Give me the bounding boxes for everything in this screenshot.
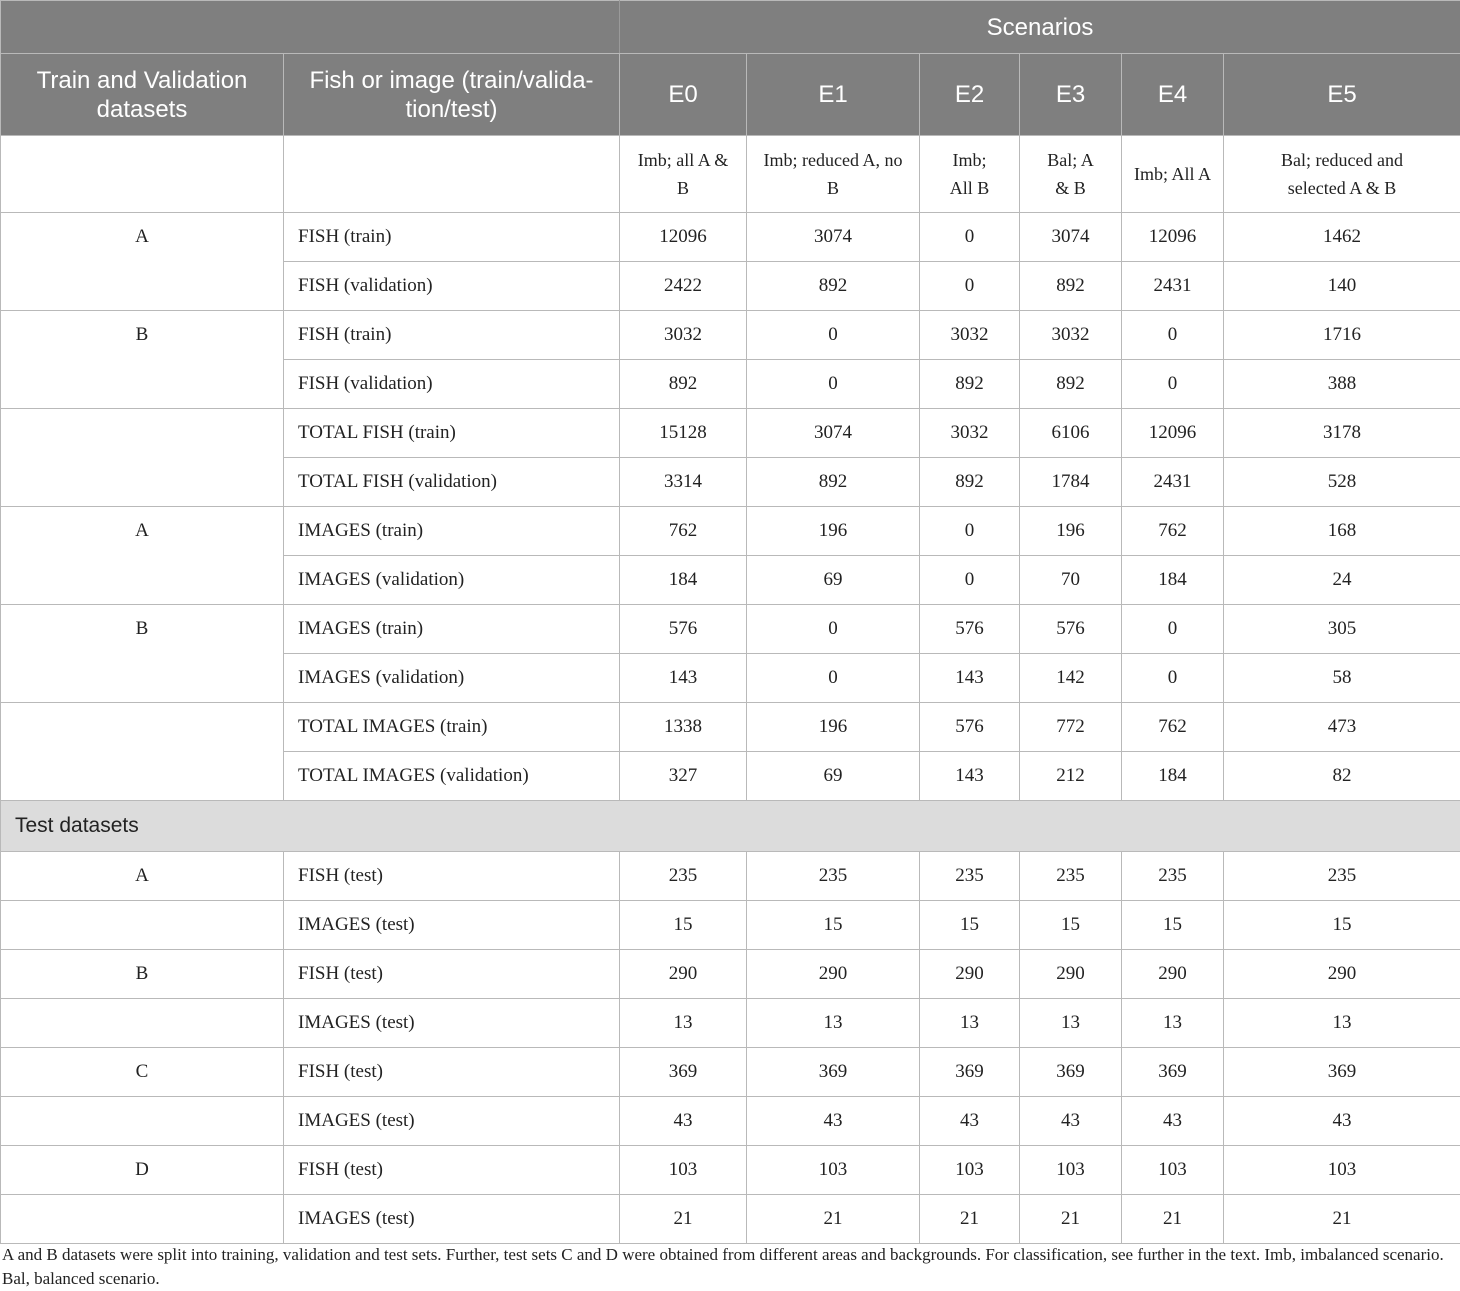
value-cell-e1: 0 [747, 654, 920, 703]
value-cell-e1: 69 [747, 752, 920, 801]
value-cell-e4: 290 [1122, 950, 1224, 999]
item-column-header: Fish or image (train/valida-tion/test) [284, 54, 620, 136]
value-cell-e3: 290 [1020, 950, 1122, 999]
scenarios-header: Scenarios [620, 1, 1460, 54]
row-label: IMAGES (validation) [284, 654, 620, 703]
value-cell-e2: 892 [920, 458, 1020, 507]
dataset-group-cell: B [1, 950, 284, 999]
value-cell-e3: 196 [1020, 507, 1122, 556]
value-cell-e4: 15 [1122, 901, 1224, 950]
row-label: FISH (validation) [284, 262, 620, 311]
value-cell-e5: 369 [1224, 1048, 1460, 1097]
value-cell-e4: 0 [1122, 605, 1224, 654]
value-cell-e5: 168 [1224, 507, 1460, 556]
value-cell-e5: 43 [1224, 1097, 1460, 1146]
scenario-header-e2: E2 [920, 54, 1020, 136]
value-cell-e3: 1784 [1020, 458, 1122, 507]
value-cell-e0: 15128 [620, 409, 747, 458]
value-cell-e5: 15 [1224, 901, 1460, 950]
value-cell-e1: 369 [747, 1048, 920, 1097]
value-cell-e3: 103 [1020, 1146, 1122, 1195]
value-cell-e3: 235 [1020, 852, 1122, 901]
value-cell-e2: 290 [920, 950, 1020, 999]
value-cell-e5: 305 [1224, 605, 1460, 654]
scenario-description: Imb; All B [920, 136, 1020, 213]
dataset-group-cell: C [1, 1048, 284, 1097]
value-cell-e2: 0 [920, 556, 1020, 605]
value-cell-e3: 3032 [1020, 311, 1122, 360]
value-cell-e2: 143 [920, 752, 1020, 801]
table-row [1, 901, 1460, 950]
scenario-description-row [1, 136, 1460, 213]
value-cell-e1: 3074 [747, 213, 920, 262]
value-cell-e5: 235 [1224, 852, 1460, 901]
dataset-group-cell: B [1, 605, 284, 703]
value-cell-e0: 3032 [620, 311, 747, 360]
value-cell-e5: 290 [1224, 950, 1460, 999]
value-cell-e2: 103 [920, 1146, 1020, 1195]
row-label: TOTAL FISH (train) [284, 409, 620, 458]
value-cell-e2: 13 [920, 999, 1020, 1048]
value-cell-e1: 0 [747, 311, 920, 360]
value-cell-e0: 576 [620, 605, 747, 654]
value-cell-e4: 0 [1122, 311, 1224, 360]
empty-cell [1, 136, 284, 213]
value-cell-e5: 528 [1224, 458, 1460, 507]
dataset-group-cell: A [1, 507, 284, 605]
row-label: IMAGES (train) [284, 605, 620, 654]
dataset-group-cell: A [1, 213, 284, 311]
scenario-description: Bal; reduced and selected A & B [1224, 136, 1460, 213]
row-label: IMAGES (test) [284, 1097, 620, 1146]
value-cell-e4: 0 [1122, 360, 1224, 409]
value-cell-e4: 762 [1122, 507, 1224, 556]
table-row [1, 213, 1460, 262]
value-cell-e1: 13 [747, 999, 920, 1048]
row-label: TOTAL IMAGES (validation) [284, 752, 620, 801]
value-cell-e4: 0 [1122, 654, 1224, 703]
value-cell-e4: 43 [1122, 1097, 1224, 1146]
value-cell-e0: 1338 [620, 703, 747, 752]
value-cell-e4: 13 [1122, 999, 1224, 1048]
scenario-header-e1: E1 [747, 54, 920, 136]
value-cell-e4: 21 [1122, 1195, 1224, 1244]
row-label: FISH (validation) [284, 360, 620, 409]
value-cell-e3: 3074 [1020, 213, 1122, 262]
value-cell-e1: 235 [747, 852, 920, 901]
value-cell-e2: 21 [920, 1195, 1020, 1244]
value-cell-e0: 13 [620, 999, 747, 1048]
table-row [1, 1195, 1460, 1244]
value-cell-e5: 140 [1224, 262, 1460, 311]
dataset-group-cell: A [1, 852, 284, 901]
value-cell-e0: 143 [620, 654, 747, 703]
value-cell-e1: 196 [747, 507, 920, 556]
value-cell-e2: 892 [920, 360, 1020, 409]
value-cell-e2: 3032 [920, 311, 1020, 360]
table-row [1, 1146, 1460, 1195]
table-row [1, 507, 1460, 556]
value-cell-e0: 290 [620, 950, 747, 999]
dataset-group-cell [1, 703, 284, 801]
value-cell-e0: 762 [620, 507, 747, 556]
value-cell-e2: 15 [920, 901, 1020, 950]
value-cell-e2: 576 [920, 703, 1020, 752]
value-cell-e3: 892 [1020, 262, 1122, 311]
row-label: IMAGES (validation) [284, 556, 620, 605]
value-cell-e2: 3032 [920, 409, 1020, 458]
value-cell-e2: 143 [920, 654, 1020, 703]
row-label: FISH (test) [284, 1146, 620, 1195]
value-cell-e0: 103 [620, 1146, 747, 1195]
value-cell-e0: 184 [620, 556, 747, 605]
value-cell-e3: 6106 [1020, 409, 1122, 458]
value-cell-e1: 43 [747, 1097, 920, 1146]
empty-cell [284, 136, 620, 213]
value-cell-e0: 235 [620, 852, 747, 901]
test-section-row [1, 801, 1460, 852]
dataset-group-cell [1, 1195, 284, 1244]
value-cell-e3: 15 [1020, 901, 1122, 950]
dataset-group-cell: D [1, 1146, 284, 1195]
table-row [1, 852, 1460, 901]
value-cell-e5: 58 [1224, 654, 1460, 703]
row-label: FISH (train) [284, 213, 620, 262]
value-cell-e5: 21 [1224, 1195, 1460, 1244]
row-label: FISH (test) [284, 852, 620, 901]
value-cell-e5: 1716 [1224, 311, 1460, 360]
row-label: FISH (test) [284, 950, 620, 999]
table-row [1, 950, 1460, 999]
value-cell-e4: 184 [1122, 752, 1224, 801]
value-cell-e3: 43 [1020, 1097, 1122, 1146]
row-label: IMAGES (test) [284, 1195, 620, 1244]
value-cell-e4: 762 [1122, 703, 1224, 752]
value-cell-e0: 892 [620, 360, 747, 409]
dataset-column-header: Train and Validation datasets [1, 54, 284, 136]
value-cell-e3: 13 [1020, 999, 1122, 1048]
table-row [1, 1048, 1460, 1097]
value-cell-e0: 3314 [620, 458, 747, 507]
test-section-heading: Test datasets [1, 801, 1460, 852]
value-cell-e0: 12096 [620, 213, 747, 262]
value-cell-e2: 576 [920, 605, 1020, 654]
scenario-description: Imb; all A & B [620, 136, 747, 213]
value-cell-e2: 0 [920, 507, 1020, 556]
dataset-group-cell [1, 1097, 284, 1146]
dataset-group-cell [1, 409, 284, 507]
value-cell-e0: 43 [620, 1097, 747, 1146]
value-cell-e3: 70 [1020, 556, 1122, 605]
value-cell-e4: 103 [1122, 1146, 1224, 1195]
row-label: FISH (train) [284, 311, 620, 360]
value-cell-e4: 184 [1122, 556, 1224, 605]
train-validation-body [1, 213, 1460, 801]
table-row [1, 999, 1460, 1048]
table-footnote: A and B datasets were split into training, validation and test sets. Further, test sets C and D were obtained from different areas and backgrounds. For classification, see further in the text. Imb, imbalanced scenario. Bal, balanced scenario. [2, 1245, 1444, 1288]
table-row [1, 311, 1460, 360]
scenario-header-e5: E5 [1224, 54, 1460, 136]
value-cell-e4: 235 [1122, 852, 1224, 901]
table-row [1, 409, 1460, 458]
row-label: FISH (test) [284, 1048, 620, 1097]
value-cell-e4: 2431 [1122, 458, 1224, 507]
value-cell-e0: 15 [620, 901, 747, 950]
value-cell-e1: 103 [747, 1146, 920, 1195]
dataset-group-cell [1, 999, 284, 1048]
value-cell-e2: 0 [920, 262, 1020, 311]
value-cell-e1: 196 [747, 703, 920, 752]
scenario-header-e4: E4 [1122, 54, 1224, 136]
scenario-description: Imb; All A [1122, 136, 1224, 213]
value-cell-e1: 15 [747, 901, 920, 950]
value-cell-e2: 0 [920, 213, 1020, 262]
test-body [1, 852, 1460, 1244]
value-cell-e0: 327 [620, 752, 747, 801]
value-cell-e5: 388 [1224, 360, 1460, 409]
value-cell-e4: 369 [1122, 1048, 1224, 1097]
value-cell-e1: 21 [747, 1195, 920, 1244]
row-label: IMAGES (test) [284, 999, 620, 1048]
value-cell-e5: 1462 [1224, 213, 1460, 262]
header-blank-cell [1, 1, 620, 54]
value-cell-e3: 212 [1020, 752, 1122, 801]
value-cell-e5: 82 [1224, 752, 1460, 801]
value-cell-e3: 142 [1020, 654, 1122, 703]
value-cell-e0: 2422 [620, 262, 747, 311]
value-cell-e4: 2431 [1122, 262, 1224, 311]
value-cell-e3: 772 [1020, 703, 1122, 752]
value-cell-e5: 13 [1224, 999, 1460, 1048]
value-cell-e3: 576 [1020, 605, 1122, 654]
value-cell-e4: 12096 [1122, 409, 1224, 458]
value-cell-e0: 21 [620, 1195, 747, 1244]
value-cell-e1: 290 [747, 950, 920, 999]
value-cell-e2: 369 [920, 1048, 1020, 1097]
value-cell-e1: 0 [747, 360, 920, 409]
scenario-header-e0: E0 [620, 54, 747, 136]
value-cell-e0: 369 [620, 1048, 747, 1097]
value-cell-e1: 892 [747, 262, 920, 311]
value-cell-e3: 21 [1020, 1195, 1122, 1244]
value-cell-e1: 892 [747, 458, 920, 507]
scenario-header-e3: E3 [1020, 54, 1122, 136]
value-cell-e1: 0 [747, 605, 920, 654]
value-cell-e3: 369 [1020, 1048, 1122, 1097]
value-cell-e1: 3074 [747, 409, 920, 458]
value-cell-e5: 473 [1224, 703, 1460, 752]
table-row [1, 703, 1460, 752]
value-cell-e1: 69 [747, 556, 920, 605]
dataset-group-cell [1, 901, 284, 950]
scenario-description: Imb; reduced A, no B [747, 136, 920, 213]
value-cell-e4: 12096 [1122, 213, 1224, 262]
value-cell-e5: 103 [1224, 1146, 1460, 1195]
table-row [1, 605, 1460, 654]
value-cell-e2: 235 [920, 852, 1020, 901]
scenario-description: Bal; A & B [1020, 136, 1122, 213]
value-cell-e5: 3178 [1224, 409, 1460, 458]
table-row [1, 1097, 1460, 1146]
dataset-group-cell: B [1, 311, 284, 409]
value-cell-e5: 24 [1224, 556, 1460, 605]
value-cell-e3: 892 [1020, 360, 1122, 409]
row-label: IMAGES (train) [284, 507, 620, 556]
row-label: TOTAL FISH (validation) [284, 458, 620, 507]
row-label: IMAGES (test) [284, 901, 620, 950]
row-label: TOTAL IMAGES (train) [284, 703, 620, 752]
value-cell-e2: 43 [920, 1097, 1020, 1146]
